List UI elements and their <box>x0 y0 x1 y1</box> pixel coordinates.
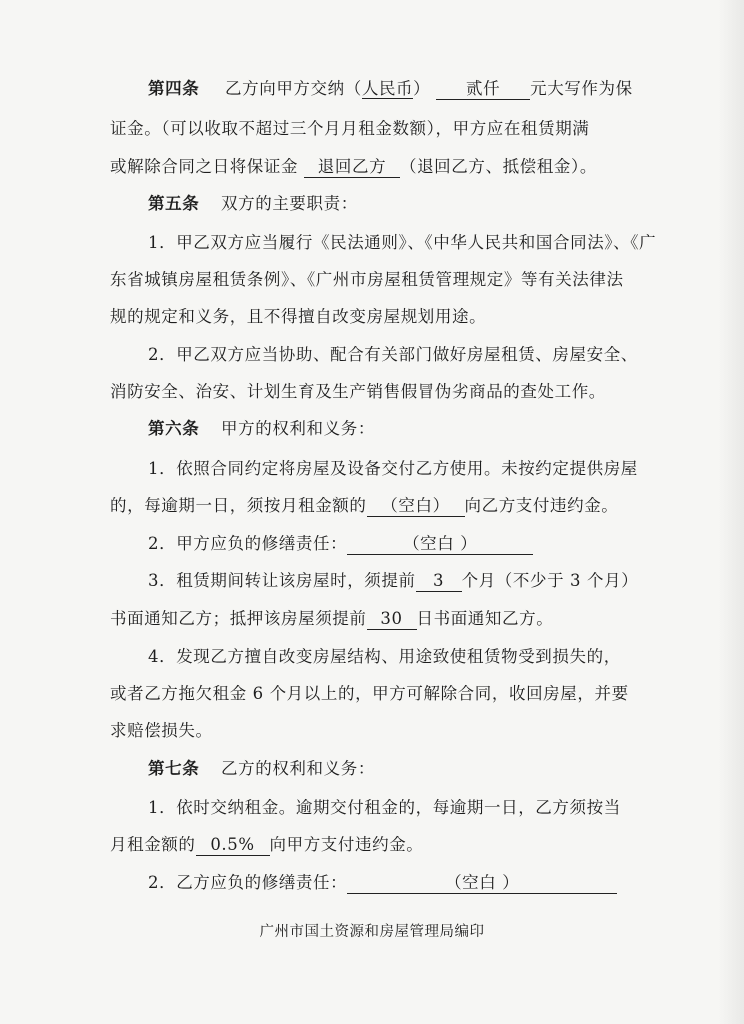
publisher-footer: 广州市国土资源和房屋管理局编印 <box>259 924 485 940</box>
article-6-title: 第六条 甲方的权利和义务： <box>148 419 375 438</box>
lessor-repair-field: （空白 ） <box>347 534 533 555</box>
article-5-para-2-line-1: 2．甲乙双方应当协助、配合有关部门做好房屋租赁、房屋安全、 <box>148 345 638 364</box>
article-5-para-1-line-3: 规的规定和义务，且不得擅自改变房屋规划用途。 <box>110 307 487 326</box>
article-5-heading: 第五条 <box>148 194 200 213</box>
late-rent-penalty-field: 0.5% <box>196 835 270 856</box>
article-4-line-1: 第四条 乙方向甲方交纳（人民币） 贰仟 元大写作为保 <box>148 79 633 98</box>
article-6-para-3-line-1: 3．租赁期间转让该房屋时，须提前 3 个月（不少于 3 个月） <box>148 571 639 590</box>
page-edge-shadow <box>718 0 744 1024</box>
article-7-para-1-line-1: 1．依时交纳租金。逾期交付租金的，每逾期一日，乙方须按当 <box>148 798 621 817</box>
currency-field: 人民币 <box>361 79 414 98</box>
article-6-para-4-line-3: 求赔偿损失。 <box>110 721 213 740</box>
article-6-para-3-line-2: 书面通知乙方；抵押该房屋须提前 30 日书面通知乙方。 <box>110 609 554 628</box>
deposit-handling-field: 退回乙方 <box>304 157 400 178</box>
article-5-title: 第五条 双方的主要职责： <box>148 194 358 213</box>
article-6-para-4-line-1: 4．发现乙方擅自改变房屋结构、用途致使租赁物受到损失的， <box>148 647 621 666</box>
article-7-heading: 第七条 <box>148 759 200 778</box>
transfer-notice-months-field: 3 <box>416 571 462 592</box>
late-delivery-penalty-field: （空白） <box>367 496 465 517</box>
deposit-amount-field: 贰仟 <box>436 79 530 100</box>
article-4-heading: 第四条 <box>148 79 200 98</box>
article-7-para-1-line-2: 月租金额的 0.5% 向甲方支付违约金。 <box>110 835 424 854</box>
article-5-para-1-line-1: 1．甲乙双方应当履行《民法通则》、《中华人民共和国合同法》、《广 <box>148 233 657 252</box>
mortgage-notice-days-field: 30 <box>367 609 417 630</box>
article-7-title: 第七条 乙方的权利和义务： <box>148 759 375 778</box>
article-6-para-4-line-2: 或者乙方拖欠租金 6 个月以上的，甲方可解除合同，收回房屋，并要 <box>110 684 629 703</box>
article-4-line-3: 或解除合同之日将保证金 退回乙方 （退回乙方、抵偿租金）。 <box>110 157 597 176</box>
article-6-para-2: 2．甲方应负的修缮责任： （空白 ） <box>148 533 533 555</box>
article-6-para-1-line-2: 的，每逾期一日，须按月租金额的 （空白） 向乙方支付违约金。 <box>110 496 619 515</box>
article-5-para-2-line-2: 消防安全、治安、计划生育及生产销售假冒伪劣商品的查处工作。 <box>110 382 606 401</box>
article-4-line-2: 证金。（可以收取不超过三个月月租金数额），甲方应在租赁期满 <box>110 119 590 138</box>
article-6-para-1-line-1: 1．依照合同约定将房屋及设备交付乙方使用。未按约定提供房屋 <box>148 459 638 478</box>
article-7-para-2: 2．乙方应负的修缮责任： （空白 ） <box>148 872 617 894</box>
article-6-heading: 第六条 <box>148 419 200 438</box>
article-5-para-1-line-2: 东省城镇房屋租赁条例》、《广州市房屋租赁管理规定》等有关法律法 <box>110 270 624 289</box>
lessee-repair-field: （空白 ） <box>347 873 617 894</box>
